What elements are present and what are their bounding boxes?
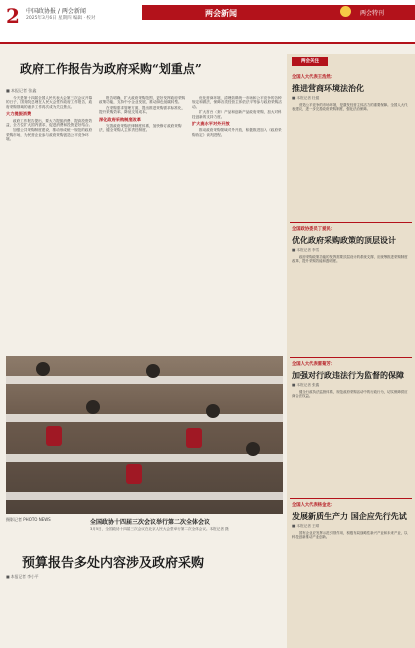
photo-caption: 3月5日，全国政协十四届三次会议在北京人民大会堂举行第二次全体会议。本报记者 摄 bbox=[90, 527, 229, 531]
sidebar-text bbox=[292, 390, 410, 494]
paragraph: 健全行政执法监督体系，规范政府采购活动中的行政行为，切实保障供应商合法权益。 bbox=[292, 390, 408, 399]
sidebar-byline: ■ 本报记者 李雪 bbox=[292, 248, 320, 252]
section-right: 两会特刊 bbox=[360, 10, 385, 17]
paragraph: 优化营商环境，清理妨碍统一市场和公平竞争的各种规定和做法，保障各类经营主体依法平等参与政府采购活动。 bbox=[192, 96, 282, 109]
paragraph: 国有企业应发挥示范引领作用，积极布局战略性新兴产业和未来产业，以科技创新推动产业创新。 bbox=[292, 531, 408, 540]
divider bbox=[290, 357, 412, 358]
date-line: 2025年3月6日 星期四 编辑 · 校对 bbox=[26, 16, 96, 21]
subheading: 大力提振消费 bbox=[6, 111, 32, 117]
paragraph: 政府采购政策功能的发挥需要顶层设计的系统支撑，应统筹推进采购制度改革，提升采购效能和透明度。 bbox=[292, 255, 408, 264]
article-column-1 bbox=[6, 96, 94, 348]
sidebar-byline: ■ 本报记者 杜健 bbox=[292, 96, 320, 100]
sidebar-title: 加强对行政违法行为监督的保障 bbox=[292, 370, 404, 380]
paragraph: 今天是第十四届全国人民代表大会第三次会议开幕的日子，国务院总理在人民大会堂作政府工作报告，政府采购领域的诸多工作再次成为关注焦点。 bbox=[6, 96, 93, 109]
paragraph: 报告明确，扩大政府采购范围，更好发挥政府采购政策功能，支持中小企业发展，推动绿色低碳转型。 bbox=[99, 96, 186, 105]
main-byline: ■ 本报记者 张鑫 bbox=[6, 88, 37, 93]
sidebar-byline: ■ 本报记者 张鑫 bbox=[292, 383, 320, 387]
paper-name: 中国政协报 / 两会新闻 bbox=[26, 8, 86, 15]
paragraph: 营造公平竞争的市场环境，是激发经营主体活力的重要保障。全国人大代表建议，进一步完善政府采购制度，强化法治保障。 bbox=[292, 103, 408, 112]
sidebar-text bbox=[292, 103, 410, 218]
article-column-2 bbox=[99, 96, 187, 348]
sidebar-text bbox=[292, 255, 410, 353]
paragraph: 完善政府采购法律制度体系，加快修订政府采购法，健全采购人主体责任制度。 bbox=[99, 124, 182, 133]
bottom-headline: 预算报告多处内容涉及政府采购 bbox=[22, 556, 205, 571]
subheading: 深化政府采购制度改革 bbox=[99, 116, 141, 122]
main-headline: 政府工作报告为政府采购“划重点” bbox=[20, 62, 202, 76]
subheading: 扩大高水平对外开放 bbox=[192, 121, 230, 127]
page-number: 2 bbox=[6, 4, 20, 28]
sidebar-label: 全国政协委员丁爱民： bbox=[292, 227, 335, 232]
paragraph: 在采购需求管理方面，提出推进采购需求标准化，提升采购效率，降低交易成本。 bbox=[99, 105, 186, 115]
divider bbox=[290, 222, 412, 223]
section-name: 两会新闻 bbox=[205, 9, 237, 18]
news-photo bbox=[6, 356, 283, 514]
bottom-byline: ■ 本报记者 李小平 bbox=[6, 574, 39, 579]
sidebar-title: 推进营商环境法治化 bbox=[292, 83, 364, 93]
paragraph: 扩大首台（套）产品和创新产品政府采购，加大对科技创新的支持力度。 bbox=[192, 110, 282, 119]
sidebar-byline: ■ 本报记者 王晴 bbox=[292, 524, 320, 528]
emblem-icon bbox=[340, 6, 351, 17]
sidebar-title: 发展新质生产力 国企应先行先试 bbox=[292, 511, 407, 521]
sidebar-tag: 两会关注 bbox=[292, 57, 328, 66]
paragraph: 推动政府采购领域对外开放，积极推进加入《政府采购协定》谈判进程。 bbox=[192, 128, 282, 137]
paragraph: 政府工作报告提出，要大力提振消费、提高投资效益，全方位扩大国内需求，促进消费和投资更好结合。 bbox=[6, 118, 93, 128]
divider bbox=[290, 498, 412, 499]
masthead bbox=[0, 0, 415, 44]
sidebar-label: 全国人大代表王浩然： bbox=[292, 75, 335, 80]
photo-credit: 摄影记者 PHOTO NEWS bbox=[6, 517, 51, 522]
sidebar-label: 全国人大代表雷菊芳： bbox=[292, 362, 335, 367]
sidebar-text bbox=[292, 531, 410, 643]
paragraph: 加强公共采购制度建设，推动形成统一规范的政府采购市场，为民营企业参与政府采购创造公平竞争环境。 bbox=[6, 128, 93, 142]
photo-caption-title: 全国政协十四届三次会议举行第二次全体会议 bbox=[90, 519, 211, 526]
article-column-3 bbox=[192, 96, 282, 348]
sidebar-title: 优化政府采购政策的顶层设计 bbox=[292, 235, 396, 245]
sidebar-label: 全国人大代表杨金龙： bbox=[292, 503, 335, 508]
